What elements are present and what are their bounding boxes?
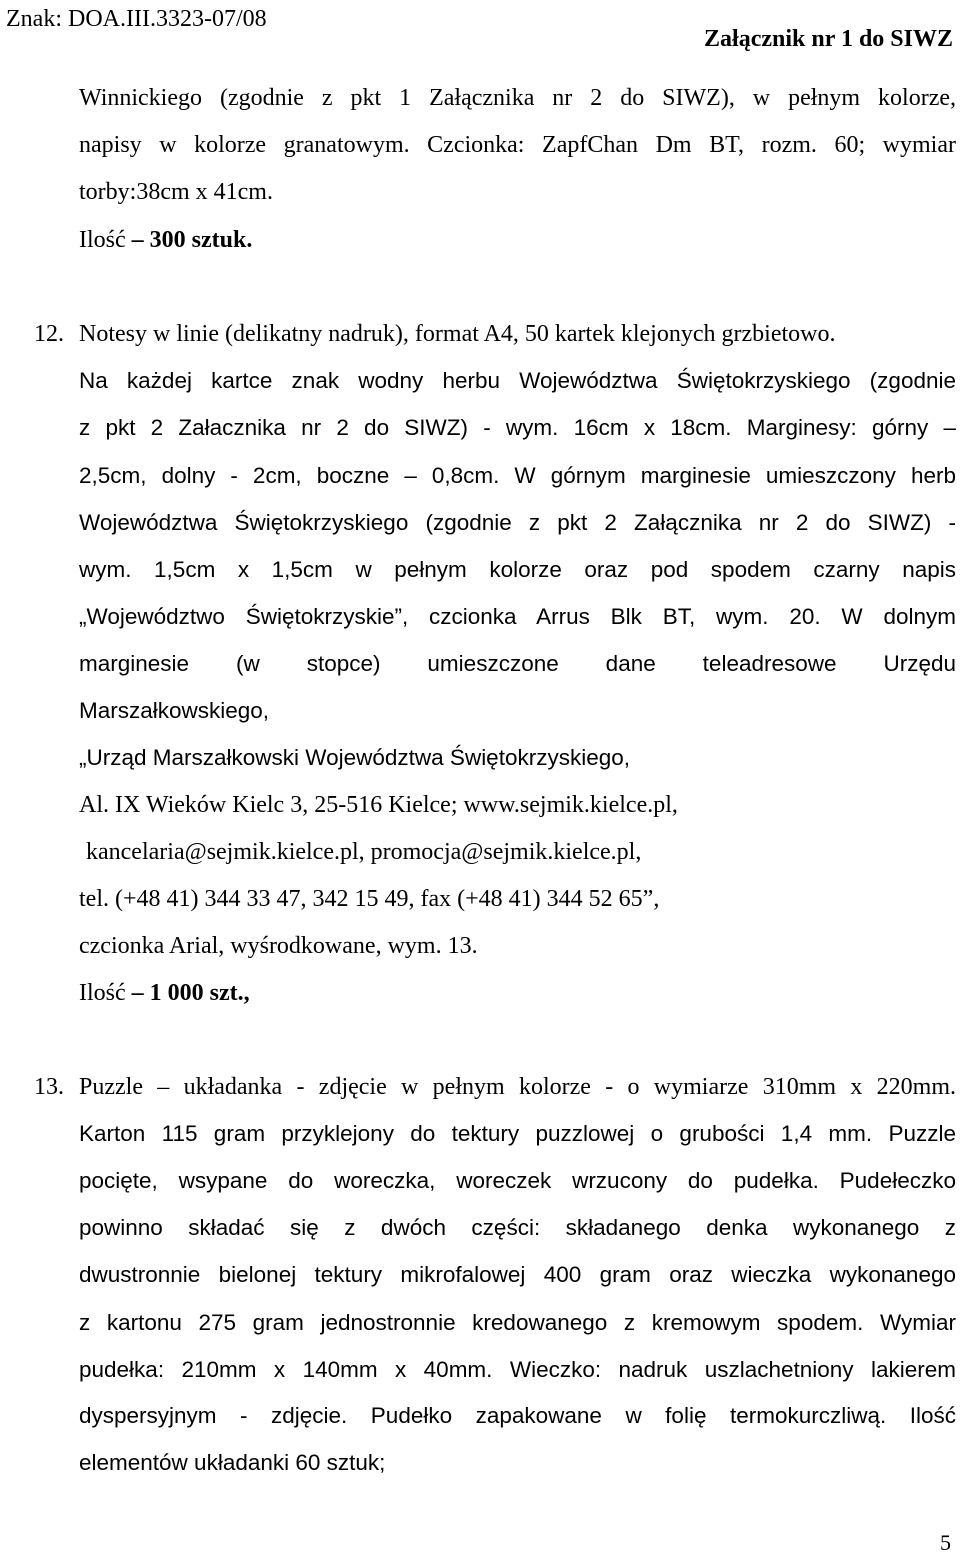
item12-line-11: Al. IX Wieków Kielc 3, 25-516 Kielce; www.sejmik.kielce.pl, bbox=[79, 792, 678, 818]
item12-line-5: Województwa Świętokrzyskiego (zgodnie z pkt 2 Załącznika nr 2 do SIWZ) - bbox=[79, 510, 956, 535]
item13-line-4: powinno składać się z dwóch części: składanego denka wykonanego z bbox=[79, 1215, 956, 1240]
item13-number: 13. bbox=[34, 1074, 64, 1100]
page-number: 5 bbox=[940, 1530, 951, 1555]
item12-line-3: z pkt 2 Załacznika nr 2 do SIWZ) - wym. 16cm x 18cm. Marginesy: górny – bbox=[79, 415, 956, 440]
item12-line-6: wym. 1,5cm x 1,5cm w pełnym kolorze oraz pod spodem czarny napis bbox=[79, 557, 956, 582]
item12-line-10: „Urząd Marszałkowski Województwa Świętokrzyskiego, bbox=[79, 745, 630, 770]
item13-line-9: elementów układanki 60 sztuk; bbox=[79, 1450, 386, 1475]
item11-line-3: torby:38cm x 41cm. bbox=[79, 179, 273, 205]
item13-line-5: dwustronnie bielonej tektury mikrofalowej 400 gram oraz wieczka wykonanego bbox=[79, 1262, 956, 1287]
item13-line-2: Karton 115 gram przyklejony do tektury puzzlowej o grubości 1,4 mm. Puzzle bbox=[79, 1121, 956, 1146]
item12-line-1: Notesy w linie (delikatny nadruk), format A4, 50 kartek klejonych grzbietowo. bbox=[79, 321, 836, 347]
item12-line-7: „Województwo Świętokrzyskie”, czcionka Arrus Blk BT, wym. 20. W dolnym bbox=[79, 604, 956, 629]
quantity-value: – 1 000 szt., bbox=[131, 980, 250, 1006]
item12-line-12: kancelaria@sejmik.kielce.pl, promocja@sejmik.kielce.pl, bbox=[86, 839, 642, 865]
item11-quantity bbox=[79, 225, 252, 255]
document-reference: Znak: DOA.III.3323-07/08 bbox=[6, 6, 267, 32]
item12-line-2: Na każdej kartce znak wodny herbu Województwa Świętokrzyskiego (zgodnie bbox=[79, 368, 956, 393]
item11-line-1: Winnickiego (zgodnie z pkt 1 Załącznika nr 2 do SIWZ), w pełnym kolorze, bbox=[79, 85, 956, 111]
item13-line-7: pudełka: 210mm x 140mm x 40mm. Wieczko: nadruk uszlachetniony lakierem bbox=[79, 1357, 956, 1382]
quantity-value: – 300 sztuk. bbox=[131, 227, 253, 253]
item12-number: 12. bbox=[34, 321, 64, 347]
attachment-title: Załącznik nr 1 do SIWZ bbox=[704, 26, 953, 52]
quantity-label: Ilość bbox=[79, 980, 126, 1006]
item13-line-6: z kartonu 275 gram jednostronnie kredowanego z kremowym spodem. Wymiar bbox=[79, 1310, 956, 1335]
item12-line-4: 2,5cm, dolny - 2cm, boczne – 0,8cm. W górnym marginesie umieszczony herb bbox=[79, 463, 956, 488]
item12-line-8: marginesie (w stopce) umieszczone dane teleadresowe Urzędu bbox=[79, 651, 956, 676]
item12-line-14: czcionka Arial, wyśrodkowane, wym. 13. bbox=[79, 933, 478, 959]
item13-line-3: pocięte, wsypane do woreczka, woreczek wrzucony do pudełka. Pudełeczko bbox=[79, 1168, 956, 1193]
item11-line-2: napisy w kolorze granatowym. Czcionka: ZapfChan Dm BT, rozm. 60; wymiar bbox=[79, 132, 956, 158]
item13-line-1: Puzzle – układanka - zdjęcie w pełnym kolorze - o wymiarze 310mm x 220mm. bbox=[79, 1074, 956, 1100]
item12-line-9: Marszałkowskiego, bbox=[79, 698, 270, 723]
item12-quantity bbox=[79, 978, 250, 1008]
item12-line-13: tel. (+48 41) 344 33 47, 342 15 49, fax (+48 41) 344 52 65”, bbox=[79, 886, 660, 912]
quantity-label: Ilość bbox=[79, 227, 126, 253]
item13-line-8: dyspersyjnym - zdjęcie. Pudełko zapakowane w folię termokurczliwą. Ilość bbox=[79, 1403, 956, 1428]
